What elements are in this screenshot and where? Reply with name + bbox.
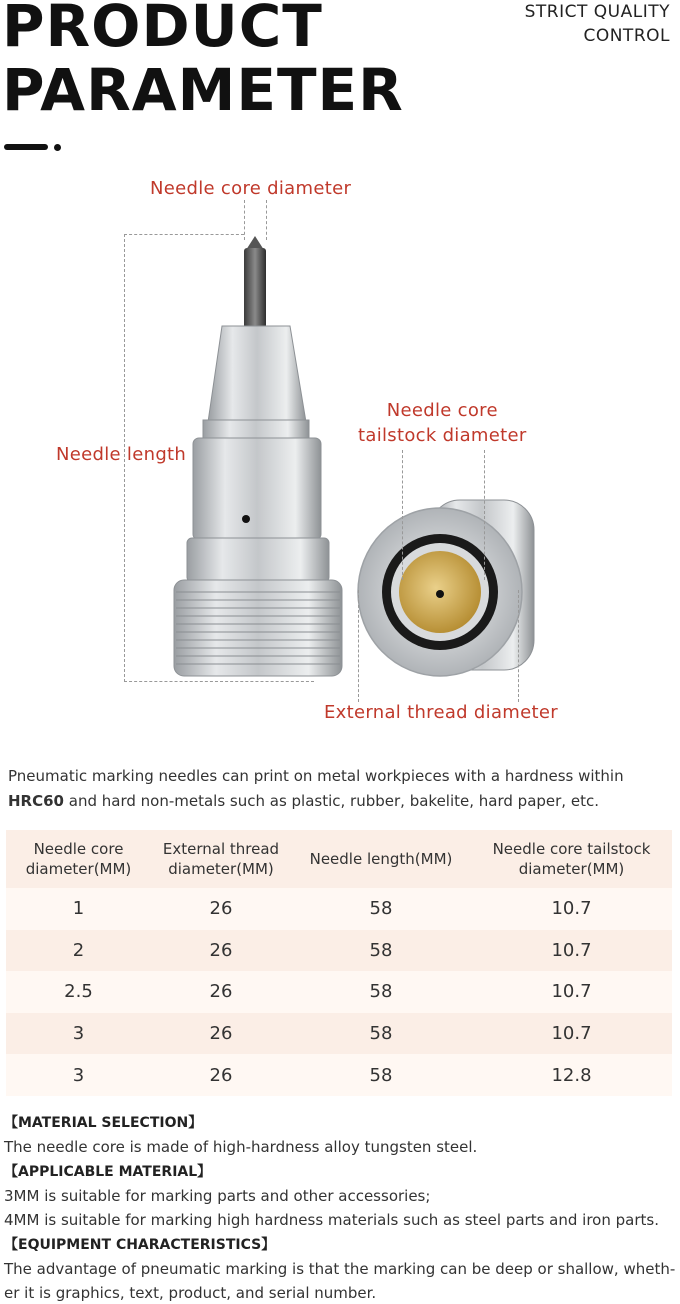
guide-tail-left: [402, 450, 403, 580]
needle-core: [244, 248, 266, 328]
header-needle-length: [291, 830, 471, 888]
needle-cone: [208, 326, 306, 422]
header-thread-diameter-line-2: diameter(MM): [168, 860, 274, 878]
cell-tailstock-diameter: 12.8: [471, 1054, 672, 1096]
title-underline-dash: [4, 144, 48, 150]
product-description: [8, 764, 672, 814]
equipment-characteristics-line-2: er it is graphics, text, product, and serial number.: [4, 1284, 377, 1302]
cell-core-diameter: 3: [6, 1013, 151, 1055]
applicable-material-line-1: 3MM is suitable for marking parts and other accessories;: [4, 1187, 431, 1205]
title-line-2: PARAMETER: [2, 56, 404, 124]
equipment-characteristics-heading: 【EQUIPMENT CHARACTERISTICS】: [4, 1237, 276, 1253]
table-row: [6, 930, 672, 972]
header-needle-length-text: Needle length(MM): [309, 850, 453, 868]
tagline-line-2: CONTROL: [583, 26, 670, 46]
cell-core-diameter: 1: [6, 888, 151, 930]
title-underline-dot: [54, 144, 61, 151]
cell-tailstock-diameter: 10.7: [471, 888, 672, 930]
needle-body: [193, 438, 321, 540]
cell-needle-length: 58: [291, 1013, 471, 1055]
cell-thread-diameter: 26: [151, 930, 291, 972]
cell-thread-diameter: 26: [151, 971, 291, 1013]
header-core-diameter-line-1: Needle core: [33, 840, 124, 858]
label-external-thread-diameter: External thread diameter: [324, 702, 558, 723]
table-row: [6, 971, 672, 1013]
hardness-value: HRC60: [8, 792, 64, 810]
cell-thread-diameter: 26: [151, 1013, 291, 1055]
cell-tailstock-diameter: 10.7: [471, 971, 672, 1013]
guide-length-top: [124, 234, 244, 235]
table-row: [6, 888, 672, 930]
guide-thread-left: [358, 590, 359, 702]
table-header-row: [6, 830, 672, 888]
label-tailstock-line-1: Needle core: [386, 400, 498, 421]
header-tailstock-diameter-line-1: Needle core tailstock: [492, 840, 651, 858]
cell-core-diameter: 2.5: [6, 971, 151, 1013]
applicable-material-line-2: 4MM is suitable for marking high hardness materials such as steel parts and iron parts.: [4, 1211, 659, 1229]
parameter-table: [6, 830, 672, 1096]
cell-needle-length: 58: [291, 888, 471, 930]
header-thread-diameter: [151, 830, 291, 888]
material-selection-heading: 【MATERIAL SELECTION】: [4, 1115, 203, 1131]
label-needle-length: Needle length: [56, 444, 187, 465]
guide-core-left: [244, 200, 245, 240]
cell-needle-length: 58: [291, 971, 471, 1013]
header-tailstock-diameter: [471, 830, 672, 888]
product-diagram: [0, 160, 680, 750]
description-line-2-text: and hard non-metals such as plastic, rubber, bakelite, hard paper, etc.: [64, 792, 599, 810]
table-row: [6, 1013, 672, 1055]
cell-needle-length: 58: [291, 1054, 471, 1096]
cell-needle-length: 58: [291, 930, 471, 972]
equipment-characteristics-line-1: The advantage of pneumatic marking is that the marking can be deep or shallow, wheth-: [4, 1260, 676, 1278]
material-selection-text: The needle core is made of high-hardness alloy tungsten steel.: [4, 1138, 478, 1156]
needle-thread: [174, 580, 342, 676]
tagline: [525, 0, 670, 48]
header-core-diameter: [6, 830, 151, 888]
guide-length-bottom: [124, 681, 314, 682]
cell-thread-diameter: 26: [151, 1054, 291, 1096]
description-line-1: Pneumatic marking needles can print on metal workpieces with a hardness within: [8, 767, 624, 785]
tagline-line-1: STRICT QUALITY: [524, 2, 670, 22]
cell-core-diameter: 2: [6, 930, 151, 972]
title-line-1: PRODUCT: [2, 0, 323, 60]
cell-thread-diameter: 26: [151, 888, 291, 930]
header-core-diameter-line-2: diameter(MM): [25, 860, 132, 878]
product-notes: [4, 1110, 676, 1304]
cell-core-diameter: 3: [6, 1054, 151, 1096]
cell-tailstock-diameter: 10.7: [471, 930, 672, 972]
table-row: [6, 1054, 672, 1096]
applicable-material-heading: 【APPLICABLE MATERIAL】: [4, 1164, 212, 1180]
label-tailstock-line-2: tailstock diameter: [358, 425, 527, 446]
header-tailstock-diameter-line-2: diameter(MM): [518, 860, 625, 878]
page-title: [2, 0, 404, 122]
cell-tailstock-diameter: 10.7: [471, 1013, 672, 1055]
guide-tail-right: [484, 450, 485, 580]
label-needle-core-diameter: Needle core diameter: [150, 178, 352, 199]
description-line-2: [8, 789, 672, 814]
label-tailstock-diameter: [358, 398, 527, 448]
guide-core-right: [266, 200, 267, 240]
guide-thread-right: [518, 590, 519, 702]
header-thread-diameter-line-1: External thread: [162, 840, 280, 858]
needle-tip: [246, 236, 264, 250]
